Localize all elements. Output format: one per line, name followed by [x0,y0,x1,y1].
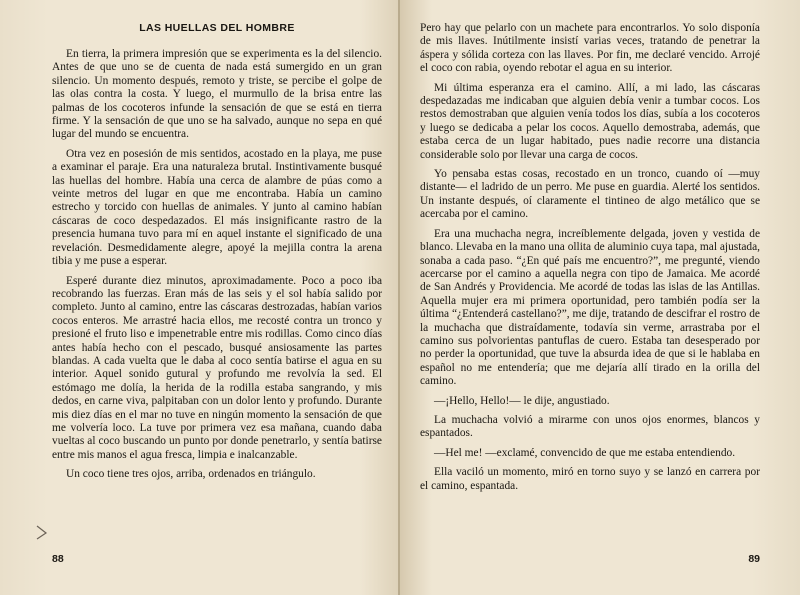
right-page [400,0,800,595]
paragraph: Mi última esperanza era el camino. Allí, a mi lado, las cáscaras despedazadas me indicaban que alguien debía venir a tumbar cocos. Los restos demostraban que alguien venía todos los días, subía a los cocoteros y luego se dedicaba a pelar los cocos. Aquello demostraba, además, que estaba cerca de un lugar habitado, pues nadie recorre una distancia considerable solo por llevar una carga de cocos. [420,81,760,161]
paragraph: Era una muchacha negra, increíblemente delgada, joven y vestida de blanco. Llevaba en la mano una ollita de aluminio cuya tapa, mal ajustada, sonaba a cada paso. “¿En qué país me encuentro?”, me pregunté, viendo acercarse por el camino a aquella negra con tipo de Jamaica. Me acordé de San Andrés y Providencia. Me acordé de todas las islas de las Antillas. Aquella mujer era mi primera oportunidad, pero también podía ser la última “¿Entenderá castellano?”, me dije, tratando de descifrar el rostro de la muchacha que distraídamente, todavía sin verme, arrastraba por el camino sus polvorientas pantuflas de cuero. Estaba tan desesperado por no perder la oportunidad, que tuve la absurda idea de que si le hablaba en español no me entendería; que me dejaría allí tirado en la orilla del camino. [420,227,761,388]
paragraph: Otra vez en posesión de mis sentidos, acostado en la playa, me puse a examinar el paraje. Era una naturaleza brutal. Instintivamente busqué las huellas del hombre. Había una cerca de alambre de púas como a veinte metros del lugar en que me encontraba. Había un camino estrecho y torcido con huellas de animales. Y junto al camino habían cáscaras de coco despedazados. El más insignificante rastro de la presencia humana tuvo para mí en aquel instante el significado de una revelación. Desmedidamente alegre, apoyé la mejilla contra la arena tibia y me puse a esperar. [52,147,382,268]
paragraph: —¡Hello, Hello!— le dije, angustiado. [434,394,610,407]
paragraph: Un coco tiene tres ojos, arriba, ordenados en triángulo. [66,468,316,481]
pencil-mark-icon [34,524,50,540]
paragraph: Yo pensaba estas cosas, recostado en un tronco, cuando oí —muy distante— el ladrido de un perro. Me puse en guardia. Alerté los sentidos. Un instante después, oí claramente el tintineo de algo metálico que se acercaba por el camino. [420,168,760,221]
paragraph: Pero hay que pelarlo con un machete para encontrarlos. Yo solo disponía de mis llaves. Inútilmente insistí varias veces, tratando de penetrar la áspera y sólida corteza con las llaves. Por fin, me declaré vencido. Arrojé el coco con rabia, oyendo rebotar el agua en su interior. [420,22,760,75]
page-number: 88 [52,553,64,565]
running-header: LAS HUELLAS DEL HOMBRE [139,22,295,34]
paragraph: Esperé durante diez minutos, aproximadamente. Poco a poco iba recobrando las fuerzas. Eran más de las seis y el sol había salido por completo. Junto al camino, entre las cáscaras destrozadas, habían varios cocos enteros. Me arrastré hacia ellos, me recosté contra un tronco y presioné el fruto liso e impenetrable entre mis rodillas. Como cinco días antes había hecho con el pescado, busqué ansiosamente las partes blandas. A cada vuelta que le daba al coco sentía batirse el agua en su interior. Aquel sonido gutural y profundo me revolvía la sed. El estómago me dolía, la herida de la rodilla estaba sangrando, y mis dedos, en carne viva, palpitaban con un dolor lento y profundo. Durante mis diez días en el mar no tuve en ningún momento la sensación de que me volvería loco. La tuve por primera vez esa mañana, cuando daba vueltas al coco buscando un punto por donde penetrarlo, y sentía batirse entre mis manos el agua fresca, limpia e inalcanzable. [52,274,382,461]
paragraph: En tierra, la primera impresión que se experimenta es la del silencio. Antes de que uno se de cuenta de nada está sumergido en un gran silencio. Un momento después, remoto y triste, se percibe el golpe de las olas contra la costa. Y luego, el murmullo de la brisa entre las palmas de los cocoteros infunde la sensación de que se está en tierra firme. Y la sensación de que uno se ha salvado, aunque no sepa en qué lugar del mundo se encuentra. [52,48,382,141]
left-page-body [52,48,382,482]
paragraph: —Hel me! —exclamé, convencido de que me estaba entendiendo. [434,446,736,459]
paragraph: Ella vaciló un momento, miró en torno suyo y se lanzó en carrera por el camino, espantada. [420,466,760,492]
page-number: 89 [748,553,760,565]
right-page-body [420,22,760,493]
paragraph: La muchacha volvió a mirarme con unos ojos enormes, blancos y espantados. [420,413,760,440]
